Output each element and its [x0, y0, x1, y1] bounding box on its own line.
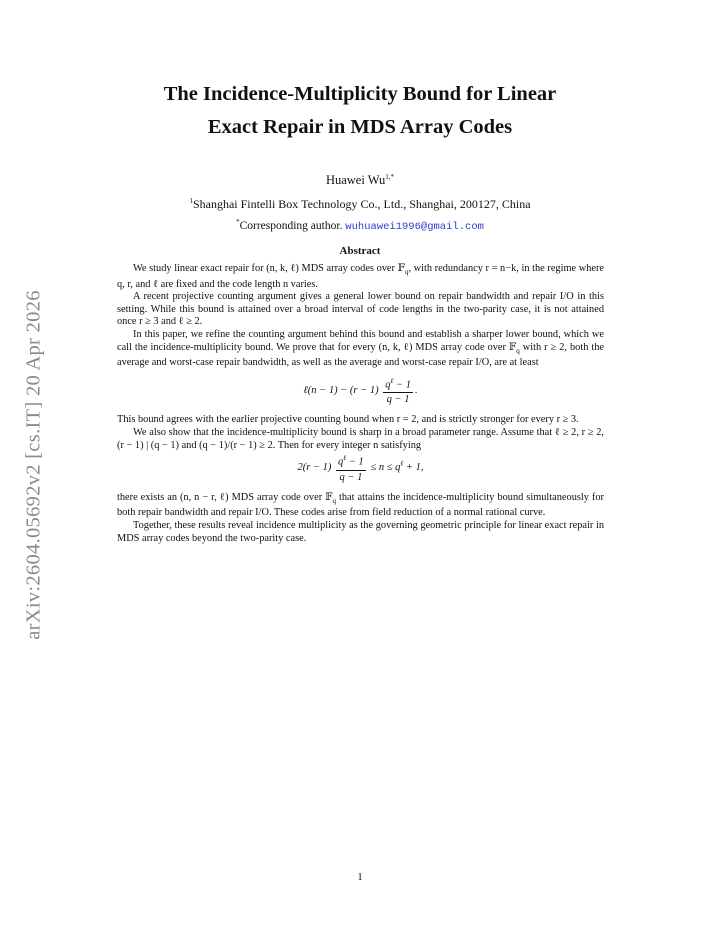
affiliation-line [110, 197, 610, 212]
abstract-heading: Abstract [339, 245, 381, 257]
affiliation-text: Shanghai Fintelli Box Technology Co., Ltd., Shanghai, 200127, China [192, 197, 531, 211]
abstract-paragraph-5: We also show that the incidence-multiplicity bound is sharp in a broad parameter range. Assume that ℓ ≥ 2, r ≥ 2, (r − 1) | (q − 1) and (q − 1)/(r − 1) ≥ 2. Then for every integer n satisfying [117, 426, 604, 451]
equation-length-range: 2(r − 1) $\frac{q^\ell - 1}{q - 1}$ ≤ $n \le q^\ell + 1$, [297, 454, 424, 483]
author-name: Huawei Wu [325, 173, 386, 188]
author-line [110, 173, 610, 188]
correspondence-label: Corresponding author. [239, 219, 343, 232]
abstract-paragraph-2: A recent projective counting argument gives a general lower bound on repair bandwidth and repair I/O in this setting. While this bound is attained over a broad interval of code lengths in the two-parity case, it is not attained once r ≥ 3 and ℓ ≥ 2. [117, 291, 604, 328]
abstract-body [117, 263, 604, 545]
correspondence-line [110, 218, 610, 233]
abstract-paragraph-6: there exists an (n, n − r, ℓ) MDS array code over 𝔽$_q$ that attains the incidence-multiplicity bound simultaneously for both repair bandwidth and repair I/O. These codes arise from field reduction of a normal rational curve. [117, 491, 604, 519]
equation-fraction: $\frac{q^\ell - 1}{q - 1}$ [385, 376, 411, 406]
title-line-1: The Incidence-Multiplicity Bound for Linear [163, 83, 557, 105]
arxiv-id: arXiv:2604.05692v2 [cs.IT] 20 Apr 2026 [22, 290, 45, 640]
abstract-paragraph-7: Together, these results reveal incidence multiplicity as the governing geometric principle for linear exact repair in MDS array codes beyond the two-parity case. [117, 519, 604, 544]
page-number: 1 [357, 871, 363, 883]
equation-fraction: $\frac{q^\ell - 1}{q - 1}$ [338, 454, 364, 483]
abstract-paragraph-3: In this paper, we refine the counting argument behind this bound and establish a sharper lower bound, which we call the incidence-multiplicity bound. We prove that for every (n, k, ℓ) MDS array code over 𝔽$_q$ with r ≥ 2, both the average and worst-case repair bandwidth, as well as the average and worst-case repair I/O, are at least [117, 329, 605, 369]
abstract-paragraph-4: This bound agrees with the earlier projective counting bound when r = 2, and is strictly stronger for every r ≥ 3. [117, 414, 579, 426]
author-marks: 1,* [385, 173, 395, 181]
equation-incidence-multiplicity-bound: ℓ(n − 1) − (r − 1) $\frac{q^\ell - 1}{q - 1}$ . [303, 376, 418, 406]
title-line-2: Exact Repair in MDS Array Codes [207, 116, 513, 138]
abstract-paragraph-1: We study linear exact repair for (n, k, ℓ) MDS array codes over 𝔽$_q$, with redundancy r = n−k, in the regime where q, r, and ℓ are fixed and the code length n varies. [117, 263, 604, 290]
paper-title [110, 78, 610, 144]
arxiv-sidebar-stamp [17, 263, 51, 667]
affiliation-mark: 1 [189, 197, 193, 205]
correspondence-mark: * [236, 218, 240, 226]
email-link[interactable]: wuhuawei1996@gmail.com [345, 220, 484, 233]
